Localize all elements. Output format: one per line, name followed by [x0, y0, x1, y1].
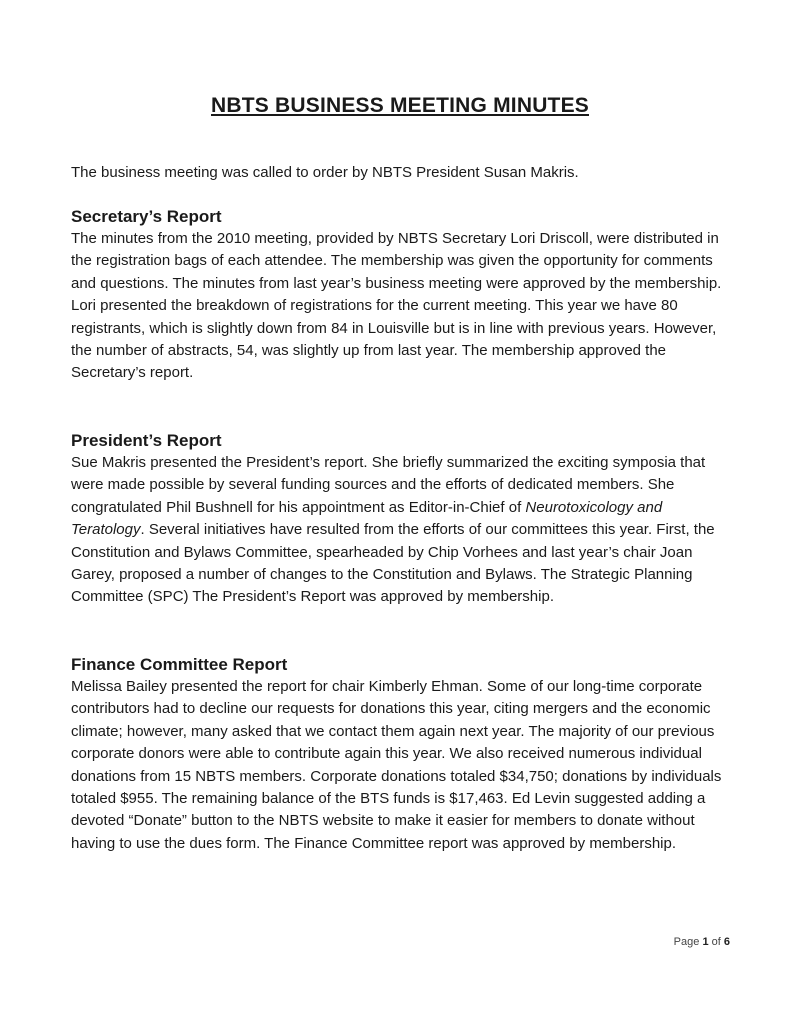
president-body-part1: Sue Makris presented the President’s report. She briefly summarized the exciting symposia that were made possible by several funding sources and the efforts of dedicated members. She congratulated Phil Bushnell for his appointment as Editor-in-Chief of [71, 454, 706, 516]
document-title: NBTS BUSINESS MEETING MINUTES [211, 94, 589, 117]
president-report-heading: President’s Report [71, 431, 222, 450]
journal-name: Neurotoxicology and Teratology [71, 498, 663, 539]
page-current: 1 [702, 936, 709, 948]
intro-paragraph: The business meeting was called to order by NBTS President Susan Makris. [71, 164, 579, 181]
secretary-report-heading: Secretary’s Report [71, 207, 222, 226]
president-report-body [71, 452, 731, 609]
secretary-report-section [71, 206, 731, 385]
finance-report-heading: Finance Committee Report [71, 655, 288, 674]
president-report-section [71, 430, 731, 609]
of-label: of [711, 936, 721, 948]
finance-report-section [71, 654, 731, 855]
secretary-report-body: The minutes from the 2010 meeting, provided by NBTS Secretary Lori Driscoll, were distributed in the registration bags of each attendee. The membership was given the opportunity for comments and questions. The minutes from last year’s business meeting were approved by the membership. Lori presented the breakdown of registrations for the current meeting. This year we have 80 registrants, which is slightly down from 84 in Louisville but is in line with previous years. However, the number of abstracts, 54, was slightly up from last year. The membership approved the Secretary’s report. [71, 230, 722, 382]
page-number [674, 936, 730, 948]
president-body-part2: . Several initiatives have resulted from the efforts of our committees this year. First, the Constitution and Bylaws Committee, spearheaded by Chip Vorhees and last year’s chair Joan Garey, proposed a number of changes to the Constitution and Bylaws. The Strategic Planning Committee (SPC) The President’s Report was approved by membership. [71, 521, 715, 606]
page-total: 6 [723, 936, 730, 948]
finance-report-body: Melissa Bailey presented the report for chair Kimberly Ehman. Some of our long-time corporate contributors had to decline our requests for donations this year, citing mergers and the economic climate; however, many asked that we contact them again next year. The majority of our previous corporate donors were able to contribute again this year. We also received numerous individual donations from 15 NBTS members. Corporate donations totaled $34,750; donations by individuals totaled $955. The remaining balance of the BTS funds is $17,463. Ed Levin suggested adding a devoted “Donate” button to the NBTS website to make it easier for members to donate without having to use the dues form. The Finance Committee report was approved by membership. [71, 678, 722, 852]
page-label: Page [673, 936, 700, 948]
